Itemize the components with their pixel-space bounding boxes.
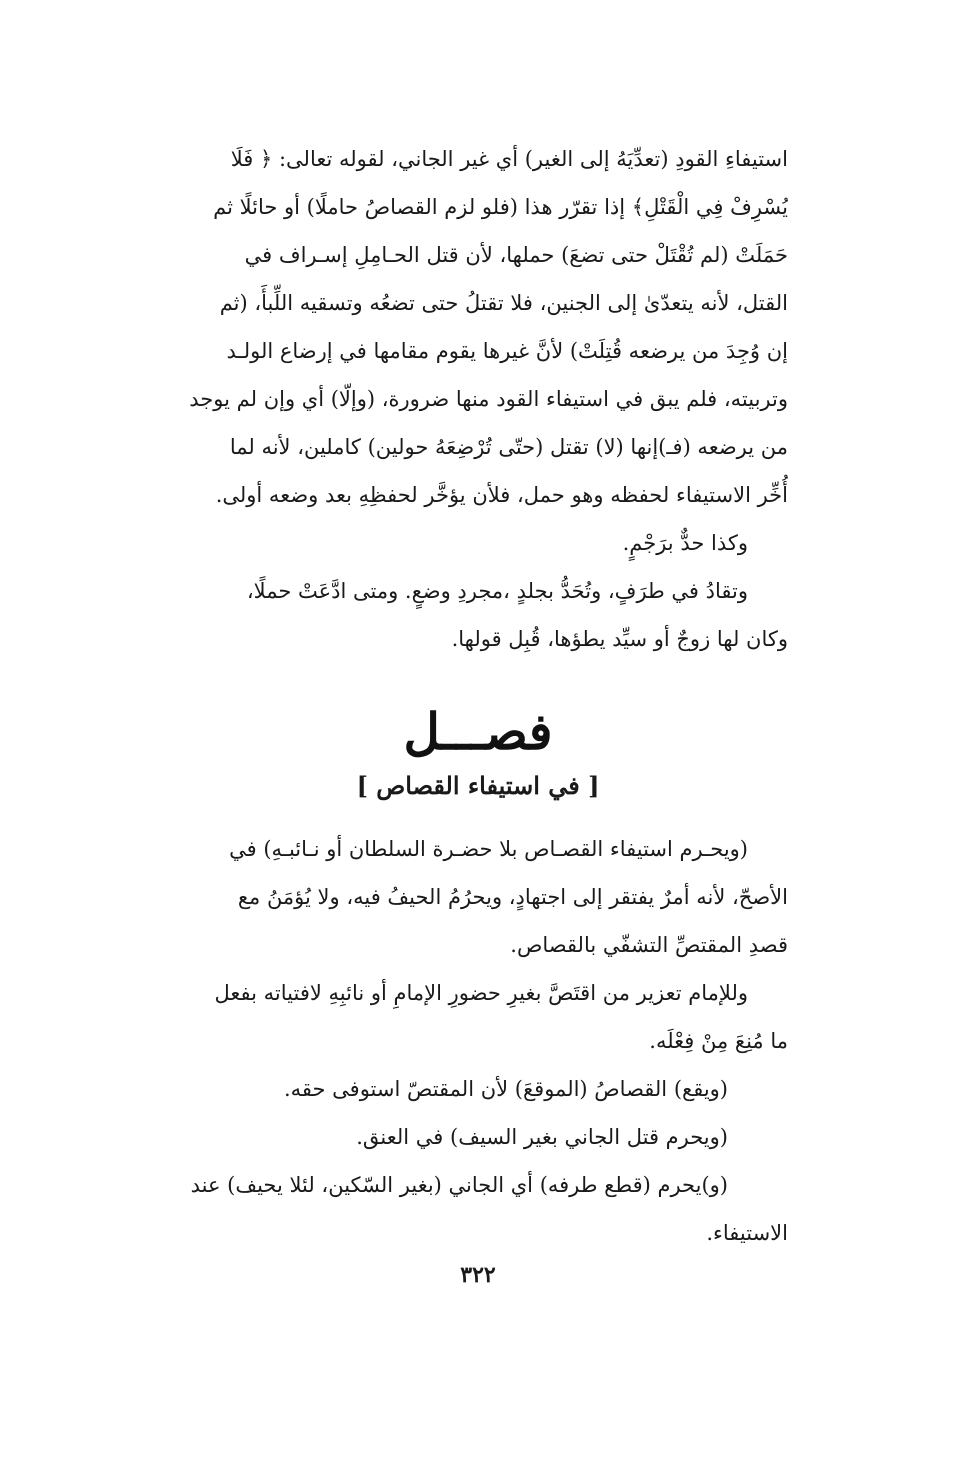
text-line: حَمَلَتْ (لم تُقْتَلْ حتى تضعَ) حملها، لأن قتل الحـامِلِ إسـراف في <box>244 243 788 267</box>
text-line: وتقادُ في طرَفٍ، وتُحَدُّ بجلدٍ ،مجردِ وضعٍ. ومتى ادَّعَتْ حملًا، <box>246 579 748 603</box>
text-line: الاستيفاء. <box>706 1221 788 1245</box>
fasl-calligraphy: فصـــل <box>403 702 553 761</box>
text-line: قصدِ المقتصِّ التشفّي بالقصاص. <box>510 933 788 957</box>
text-line: أُخِّر الاستيفاء لحفظه وهو حمل، فلأن يؤخَّر لحفظِهِ بعد وضعه أولى. <box>215 483 788 507</box>
text-line: (ويحرم قتل الجاني بغير السيف) في العنق. <box>356 1125 728 1149</box>
text-line: (ويقع) القصاصُ (الموقعَ) لأن المقتصّ استوفى حقه. <box>283 1077 728 1101</box>
text-line: وكان لها زوجٌ أو سيِّد يطؤها، قُبِل قولها. <box>451 627 788 651</box>
section-heading <box>0 700 956 806</box>
text-line: وكذا حدٌّ برَجْمٍ. <box>622 531 748 555</box>
text-line: ما مُنِعَ مِنْ فِعْلَه. <box>649 1029 788 1053</box>
text-section-1 <box>120 135 788 663</box>
text-line: وللإمام تعزير من اقتَصَّ بغيرِ حضورِ الإمامِ أو نائبِهِ لافتياته بفعل <box>214 981 748 1005</box>
text-line: يُسْرِفْ فِي الْقَتْلِ﴾ إذا تقرّر هذا (فلو لزم القصاصُ حاملًا) أو حائلًا ثم <box>213 195 788 219</box>
text-line: (و)يحرم (قطع طرفه) أي الجاني (بغير السّكين، لئلا يحيف) عند <box>190 1173 728 1197</box>
text-line: القتل، لأنه يتعدّىٰ إلى الجنين، فلا تقتلُ حتى تضعُه وتسقيه اللِّبأَ، (ثم <box>219 291 788 315</box>
text-line: وتربيته، فلم يبق في استيفاء القود منها ضرورة، (وإلّا) أي وإن لم يوجد <box>189 387 788 411</box>
text-line: من يرضعه (فـ)إنها (لا) تقتل (حتّى تُرْضِعَهُ حولين) كاملين، لأنه لما <box>229 435 788 459</box>
section-title: [ في استيفاء القصاص ] <box>356 771 600 800</box>
page-number: ٣٢٢ <box>460 1262 496 1288</box>
text-line: الأصحّ، لأنه أمرٌ يفتقر إلى اجتهادٍ، ويحرُمُ الحيفُ فيه، ولا يُؤمَنُ مع <box>237 885 788 909</box>
text-line: إن وُجِدَ من يرضعه قُتِلَتْ) لأنَّ غيرها يقوم مقامها في إرضاع الولـد <box>226 339 788 363</box>
text-line: (ويحـرم استيفاء القصـاص بلا حضـرة السلطان أو نـائبـهِ) في <box>229 837 748 861</box>
text-line: استيفاءِ القودِ (تعدِّيَهُ إلى الغير) أي غير الجاني، لقوله تعالى: ﴿ فَلَا <box>230 147 788 171</box>
text-section-2 <box>120 825 788 1257</box>
